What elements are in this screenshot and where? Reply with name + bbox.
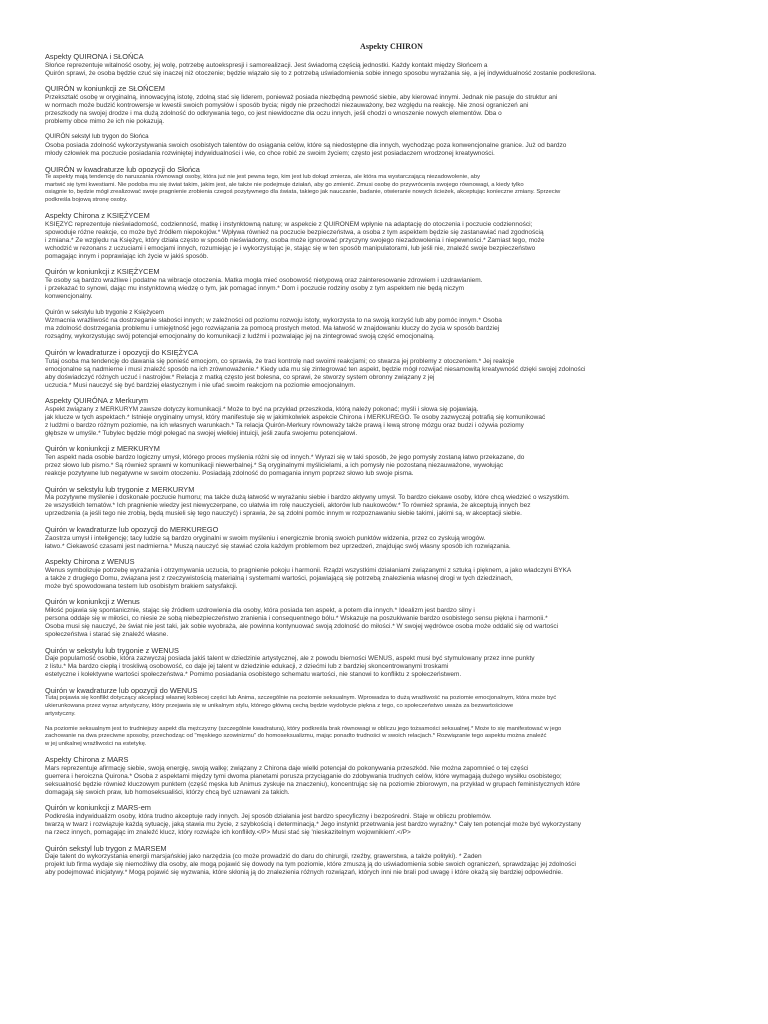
body-line: Osoba posiada zdolność wykorzystywania swoich osobistych talentów do osiągania celów, które są niedostępne dla innych, wychodząc poza konwencjonalne granice. Już od bardzo bbox=[45, 142, 567, 150]
body-line: Aspekt związany z MERKURYM zawsze dotyczy komunikacji.* Może to być na przykład przeszkoda, którą należy pokonać; myśli i słowa się pojawiają. bbox=[45, 405, 479, 413]
section-heading: Aspekty Chirona z MARS bbox=[45, 755, 129, 765]
section-body bbox=[45, 142, 738, 158]
section-body bbox=[45, 853, 738, 877]
body-line: projekt lub firma wydaje się niemożliwy dla osoby, ale mogą pojawić się dowody na tym poziomie, które zmuszą ją do uświadomienia sobie swoich ograniczeń, sprawdzając jej zdolności bbox=[45, 861, 576, 869]
sections-container bbox=[45, 53, 738, 877]
body-line: persona oddaje się w miłości, co niesie ze sobą niebezpieczeństwo zranienia i consequentnego bólu.* Wskazuje na poszukiwanie bardzo osobistego sensu piękna i harmonii.* bbox=[45, 615, 548, 623]
aspect-section bbox=[45, 486, 738, 519]
body-line: Na poziomie seksualnym jest to trudniejszy aspekt dla mężczyzny (szczególnie kwadratura), który podkreśla brak równowagi w obliczu jego tożsamości seksualnej.* Może to się manifestować w jego bbox=[45, 725, 562, 732]
body-line: osiągnie to, będzie mógł zrealizować swoje pragnienie zrobienia czegoś pozytywnego dla świata, takiego jak nauczanie, badanie, otwieranie nowych ścieżek, akceptując konieczne zmiany. Sprzeciw bbox=[45, 189, 561, 196]
aspect-section bbox=[45, 309, 738, 342]
body-line: reakcje pozytywne lub negatywne w swoim otoczeniu. Posiadają zdolność do pomagania innym poprzez słowo lub swoje pisma. bbox=[45, 470, 414, 478]
body-line: Ma pozytywne myślenie i doskonałe poczucie humoru; ma także dużą łatwość w wyrażaniu siebie i bardzo aktywny umysł. To bardzo ciekawe osoby, które chcą wiedzieć o wszystkim. bbox=[45, 494, 570, 502]
body-line: Przekształć osobę w oryginalną, innowacyjną istotę, zdolną stać się liderem, ponieważ posiada niezbędną pewność siebie, aby kierować innymi. Jednak nie pasuje do struktur ani bbox=[45, 93, 558, 101]
body-line: ze wszystkich tematów.* Ich pragnienie wiedzy jest niewyczerpane, co ułatwia im rolę nauczycieli, aktorów lub naukowców.* To również sprawia, że akceptują innych bez bbox=[45, 502, 531, 510]
body-line: Tutaj osoba ma tendencję do dawania się ponieść emocjom, co sprawia, że traci kontrolę nad swoimi reakcjami; co stwarza jej problemy z otoczeniem.* Jej reakcje bbox=[45, 357, 515, 365]
section-heading: QUIRÓN w kwadraturze lub opozycji do Słońca bbox=[45, 164, 200, 174]
body-line: jak klucze w tych aspektach.* Istnieje oryginalny umysł, który manifestuje się w jakimkolwiek aspekcie Chirona i MERKUREGO. Te osoby zazwyczaj potrafią się komunikować bbox=[45, 413, 546, 421]
section-body bbox=[45, 317, 738, 341]
body-line: uprzedzenia (a jeśli tego nie zrobią, będą musieli się tego nauczyć) i sprawia, że są zdolni pomóc innym w rozpoznawaniu siebie takimi, jakimi są, w akceptacji siebie. bbox=[45, 510, 522, 518]
body-line: estetyczne i kolektywne wartości społeczeństwa.* Pomimo posiadania osobistego schematu wartości, nie stanowi to konfliktu z społeczeństwem. bbox=[45, 671, 462, 679]
body-line: może być spowodowana testem lub osobistym brakiem satysfakcji. bbox=[45, 582, 238, 590]
section-heading: Quirón w sekstylu lub trygonie z WENUS bbox=[45, 645, 179, 655]
body-line: Tutaj pojawia się konflikt dotyczący akceptacji własnej kobiecej części lub Anima, szczególnie na poziomie seksualnym. Wprowadza to dużą wrażliwość na poziomie emocjonalnym, która może być bbox=[45, 695, 557, 702]
section-heading: QUIRÓN w koniunkcji ze SŁOŃCEM bbox=[45, 84, 165, 94]
body-line: twarzą w twarz i rozwiązuje każdą sytuację, jaką stawia mu życie, z szybkością i determinacją.* Jego instynkt przetrwania jest bardzo wyraźny.* Cały ten potencjał może być wykorzystany bbox=[45, 821, 581, 829]
aspect-section bbox=[45, 268, 738, 301]
aspect-section bbox=[45, 804, 738, 837]
body-line: z ludźmi o bardzo różnym poziomie, na ich własnych warunkach.* Ta relacja Quirón-Merkury równoważy także prawą i lewą stronę mózgu oraz budzi i ożywia poziomy bbox=[45, 421, 524, 429]
body-line: Te aspekty mają tendencję do naruszania równowagi osoby, która już nie jest pewna tego, kim jest lub dokąd zmierza, ale która ma wystarczającą niezadowolenie, aby bbox=[45, 174, 481, 181]
body-line: w normach może budzić kontrowersje w kwestii swoich pomysłów i sposób bycia; nigdy nie przechodzi niezauważony, bez względu na reakcję. Nie znosi ograniczeń ani bbox=[45, 101, 529, 109]
body-line: społeczeństwa i starać się znaleźć własne. bbox=[45, 631, 169, 639]
body-line: Mars reprezentuje afirmację siebie, swoją energię, swoją walkę; związany z Chirona daje wielki potencjał do pokonywania przeszkód. Nie można zapomnieć o tej części bbox=[45, 764, 529, 772]
aspect-section bbox=[45, 53, 738, 78]
body-line: rozsądny, wykorzystując swój potencjał emocjonalny do komunikacji z ludźmi i pozwalając jej na zintegrować swoją część emocjonalną. bbox=[45, 333, 435, 341]
body-line: Słońce reprezentuje witalność osoby, jej wolę, potrzebę autoekspresji i samorealizacji. Jest świadomą częścią jednostki. Każdy kontakt między Słońcem a bbox=[45, 61, 488, 69]
body-line: przez słowo lub pismo.* Są również sprawni w komunikacji niewerbalnej.* Są oryginalnymi myślicielami, a ich pomysły nie pozostaną niezauważone, wywołując bbox=[45, 462, 504, 470]
section-body bbox=[45, 655, 738, 679]
body-line: seksualność będzie również kluczowym punktem (część męska lub Animus zyskuje na znaczeniu), koncentrując się na poziomie zbiorowym, na przykład w grupach feministycznych które bbox=[45, 780, 581, 788]
body-line: Te osoby są bardzo wrażliwe i podatne na wibracje otoczenia. Matka mogła mieć osobowość nietypową oraz zainteresowanie zdrowiem i uzdrawianiem. bbox=[45, 277, 483, 285]
section-heading: Quirón sekstyl lub trygon z MARSEM bbox=[45, 843, 167, 853]
section-heading: Quirón w koniunkcji z MERKURYM bbox=[45, 444, 160, 454]
body-line: głębsze w umyśle.* Tubylec będzie mógł polegać na swojej wielkiej intuicji, jeśli zaufa swojemu potencjałowi. bbox=[45, 429, 358, 437]
body-line: zachowanie na dwa przeciwne sposoby, przechodząc od "męskiego szowinizmu" do homoseksualizmu, mając ponadto trudności w swoich relacjach.* Rozwiązanie tego aspektu można znaleźć bbox=[45, 733, 547, 740]
aspect-section bbox=[45, 756, 738, 797]
section-heading: Quirón w koniunkcji z MARS-em bbox=[45, 803, 151, 813]
body-line: Wenus symbolizuje potrzebę wyrażania i otrzymywania uczucia, to pragnienie pokoju i harmonii. Rządzi wszystkimi działaniami związanymi z sztuką i pięknem, a jako władczyni BYKA bbox=[45, 566, 572, 574]
body-line: Quirón sprawi, że osoba będzie czuć się inaczej niż otoczenie; będzie wiązało się to z potrzebą uświadomienia sobie innego sposobu wyrażania się, a jej indywidualność zostanie podkreślona. bbox=[45, 69, 597, 77]
section-heading: Aspekty Chirona z KSIĘŻYCEM bbox=[45, 211, 150, 221]
section-body bbox=[45, 535, 738, 551]
aspect-section bbox=[45, 526, 738, 551]
section-body bbox=[45, 358, 738, 390]
section-heading: Quirón w koniunkcji z Wenus bbox=[45, 597, 140, 607]
body-line: na rzecz innych, pomagając im znaleźć klucz, który rozwiąże ich konflikty.</P> Musi stać się 'nieskazitelnym wojownikiem'.</P> bbox=[45, 829, 411, 837]
section-body bbox=[45, 94, 738, 126]
body-line: ma zdolność dostrzegania problemu i umiejętność jego rozwiązania za pomocą prostych metod. Ma łatwość w znajdowaniu kluczy do życia w sposób bardziej bbox=[45, 325, 500, 333]
aspect-section bbox=[45, 647, 738, 680]
body-line: spowoduje różne reakcje, co może być źródłem niepokojów.* Wpływa również na poczucie bezpieczeństwa, a osoba z tym aspektem będzie się zastanawiać nad zgodnością bbox=[45, 228, 544, 236]
aspect-section bbox=[45, 558, 738, 591]
section-heading: Quirón w kwadraturze i opozycji do KSIĘŻYCA bbox=[45, 347, 199, 357]
body-line: KSIĘŻYC reprezentuje nieświadomość, codzienność, matkę i instynktowną naturę; w aspekcie z QUIRONEM wpłynie na adaptację do otoczenia i poczucie codzienności; bbox=[45, 220, 533, 228]
section-heading: Quirón w koniunkcji z KSIĘŻYCEM bbox=[45, 267, 160, 277]
section-heading: Quirón w sekstylu lub trygonie z MERKURYM bbox=[45, 484, 195, 494]
body-line: w jej unikalnej wrażliwości na estetykę. bbox=[45, 741, 147, 748]
body-line: guerrera i heroiczna Quirona.* Osoba z aspektami między tymi dwoma planetami porusza przyciąganie do zdobywania trudnych celów, które wymagają dużego wysiłku osobistego; bbox=[45, 772, 562, 780]
section-heading: Aspekty QUIRONA i SŁOŃCA bbox=[45, 52, 144, 61]
section-body bbox=[45, 221, 738, 261]
body-line: młody człowiek ma poczucie posiadania rozwiniętej indywidualności i wie, co chce robić ze swoim życiem; często jest posiadaczem wrodzonej kreatywności. bbox=[45, 150, 495, 158]
section-heading: Aspekty QUIRÓNA z Merkurym bbox=[45, 396, 149, 406]
section-body bbox=[45, 695, 738, 748]
body-line: a także z drugiego Domu, związana jest z rzeczywistością materialną i systemami wartości, pojawiającą się potrzebą znalezienia własnej drogi w tych dziedzinach, bbox=[45, 574, 513, 582]
section-heading: QUIRÓN sekstyl lub trygon do Słońca bbox=[45, 133, 149, 141]
body-line: podkreśla bojową stronę osoby. bbox=[45, 197, 128, 204]
body-line: Podkreśla indywidualizm osoby, która trudno akceptuje rady innych. Jej sposób działania jest bardzo specyficzny i bezpośredni. Staje w obliczu problemów. bbox=[45, 813, 492, 821]
aspect-section bbox=[45, 212, 738, 261]
aspect-section bbox=[45, 133, 738, 158]
section-heading: Quirón w sekstylu lub trygonie z Księżycem bbox=[45, 308, 164, 316]
body-line: domagają się swoich praw, lub homoseksualiści, którzy chcą być uznawani za takich. bbox=[45, 788, 290, 796]
aspect-section bbox=[45, 349, 738, 390]
section-body bbox=[45, 607, 738, 639]
body-line: aby doświadczyć różnych uczuć i nastrojów.* Relacja z matką często jest bolesna, co sprawi, że stworzy system obronny związany z jej bbox=[45, 373, 435, 381]
body-line: ukierunkowana przez wyraz artystyczny, który przejawia się w unikalnym stylu, którego główną cechą będzie wydobycie piękna z tego, co społeczeństwo uważa za bezwartościowe bbox=[45, 703, 514, 710]
body-line: przeszkody na swojej drodze i ma dużą zdolność do odkrywania tego, co jest niewidoczne dla oczu innych, jeśli chodzi o wnoszenie nowych elementów. Dba o bbox=[45, 109, 502, 117]
section-body bbox=[45, 765, 738, 797]
aspect-section bbox=[45, 445, 738, 478]
aspect-section bbox=[45, 598, 738, 639]
body-line: łatwo.* Ciekawość czasami jest nadmierna.* Muszą nauczyć się stawiać czoła każdym problemom bez uprzedzeń, znajdując swój własny sposób ich rozwiązania. bbox=[45, 542, 511, 550]
body-line: uczucia.* Musi nauczyć się być bardziej elastycznym i nie ufać swoim reakcjom na poziomie emocjonalnym. bbox=[45, 381, 356, 389]
section-body bbox=[45, 277, 738, 301]
body-line: Daje talent do wykorzystania energii marsjańskiej jako narzędzia (co może prowadzić do daru do chirurgii, rzeźby, grawerstwa, a także polityki). * Żaden bbox=[45, 853, 482, 861]
section-body bbox=[45, 406, 738, 438]
section-body bbox=[45, 494, 738, 518]
body-line: i zmiana.* Ze względu na Księżyc, który działa często w sposób nieświadomy, osoba może ignorować przyczyny swojego niezadowolenia i niepewności.* Zamiast tego, może bbox=[45, 236, 545, 244]
body-line: martwić się tymi kwestiami. Nie podoba mu się świat takim, jakim jest, ale także nie podejmuje działań, aby go zmienić. Zmusi osobę do przywrócenia swojego równowagi, a kiedy tylko bbox=[45, 181, 524, 188]
aspect-section bbox=[45, 687, 738, 749]
aspect-section bbox=[45, 397, 738, 438]
body-line: artystyczny. bbox=[45, 710, 76, 717]
body-line: Daje popularność osobie, która zazwyczaj posiada jakiś talent w dziedzinie artystycznej, ale z powodu bierności WENUS, aspekt musi być stymulowany przez inne punkty bbox=[45, 655, 535, 663]
body-line: pomagając innym i poprawiając ich życie w jakiś sposób. bbox=[45, 252, 209, 260]
body-line: i przekazać to synowi, dając mu instynktowną wiedzę o tym, jak pomagać innym.* Dom i poczucie rodziny osoby z tym aspektem nie będą niczym bbox=[45, 285, 465, 293]
section-heading: Aspekty Chirona z WENUS bbox=[45, 557, 135, 567]
page-title: Aspekty CHIRON bbox=[360, 42, 423, 51]
body-line: wchodzić w rezonans z uczuciami i emocjami innych, rozumiejąc je i wykorzystując je, stając się w ten sposób manipulatorami, lub jeśli nie, znaleźć swoje bezpieczeństwo bbox=[45, 244, 536, 252]
aspect-section bbox=[45, 166, 738, 205]
body-line: Zaostrza umysł i inteligencję; tacy ludzie są bardzo oryginalni w swoim myśleniu i energicznie bronią swoich punktów widzenia, przez co zyskują wrogów. bbox=[45, 534, 486, 542]
body-line: Ten aspekt nada osobie bardzo logiczny umysł, którego proces myślenia różni się od innych.* Wyrazi się w taki sposób, że jego pomysły zostaną łatwo przekazane, do bbox=[45, 454, 525, 462]
body-line: z listu.* Ma bardzo ciepłą i troskliwą osobowość, co daje jej talent w dziedzinie edukacji, z dziećmi lub z bardziej skoncentrowanymi troskami bbox=[45, 663, 449, 671]
section-body bbox=[45, 174, 738, 204]
section-body bbox=[45, 813, 738, 837]
body-line: Wzmacnia wrażliwość na dostrzeganie słabości innych; w zależności od poziomu rozwoju istoty, wykorzysta to na swoją korzyść lub aby pomóc innym.* Osoba bbox=[45, 317, 502, 325]
body-line: konwencjonalny. bbox=[45, 293, 93, 301]
body-line: problemy obce mimo że ich nie pokazują. bbox=[45, 117, 165, 125]
body-line: Osoba musi się nauczyć, że świat nie jest taki, jak sobie wyobraża, ale powinna kontynuować swoją zdolność do miłości.* W swojej wędrówce osoba może oddalić się od wartości bbox=[45, 623, 559, 631]
section-body bbox=[45, 62, 738, 78]
section-heading: Quirón w kwadraturze lub opozycji do WENUS bbox=[45, 685, 198, 695]
body-line: emocjonalne są nadmierne i musi znaleźć sposób na ich zrównoważenie.* Kiedy uda mu się zintegrować ten aspekt, będzie mógł rozwijać niesamowitą kreatywność dzięki swojej zdolności bbox=[45, 365, 586, 373]
body-line: aby podejmować inicjatywy.* Mogą pojawić się wyzwania, które skłonią ją do znalezienia różnych rozwiązań, których inni nie brali pod uwagę i które okażą się bardziej odpowiednie. bbox=[45, 869, 563, 877]
section-heading: Quirón w kwadraturze lub opozycji do MERKUREGO bbox=[45, 524, 219, 534]
aspect-section bbox=[45, 85, 738, 126]
body-line: Miłość pojawia się spontanicznie, stając się źródłem uzdrowienia dla osoby, która posiada ten aspekt, a potem dla innych.* Idealizm jest bardzo silny i bbox=[45, 606, 475, 614]
section-body bbox=[45, 454, 738, 478]
section-body bbox=[45, 567, 738, 591]
aspect-section bbox=[45, 845, 738, 878]
body-line bbox=[45, 718, 738, 726]
